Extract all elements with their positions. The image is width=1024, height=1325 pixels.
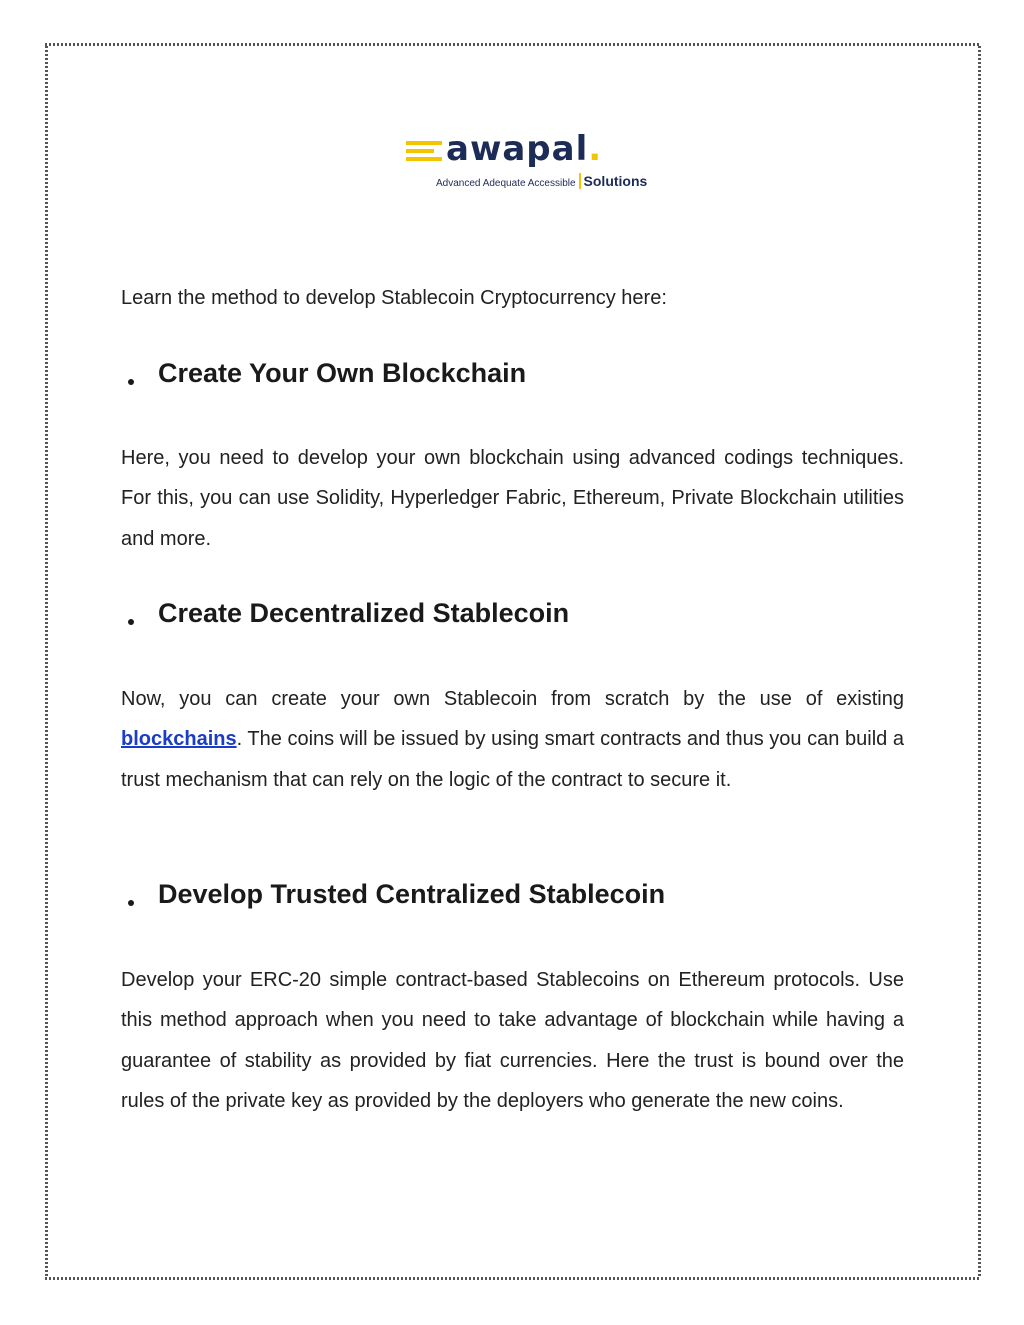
section-heading: Develop Trusted Centralized Stablecoin bbox=[158, 879, 666, 909]
paragraph-text: Now, you can create your own Stablecoin from scratch by the use of existing bbox=[121, 688, 904, 710]
section-paragraph bbox=[121, 679, 904, 800]
bullet-icon bbox=[128, 900, 134, 906]
company-logo bbox=[406, 129, 648, 193]
logo-wordmark: awapal. bbox=[446, 129, 603, 169]
section-paragraph: Develop your ERC-20 simple contract-based Stablecoins on Ethereum protocols. Use this method approach when you need to take advantage of blockchain while having a guarantee of stability as provided by fiat currencies. Here the trust is bound over the rules of the private key as provided by the deployers who generate the new coins. bbox=[121, 969, 904, 1112]
paragraph-text: . The coins will be issued by using smart contracts and thus you can build a trust mechanism that can rely on the logic of the contract to secure it. bbox=[121, 728, 904, 791]
section-heading: Create Decentralized Stablecoin bbox=[158, 598, 570, 628]
logo-tagline: Advanced Adequate Accessible Solutions bbox=[436, 173, 648, 189]
logo-stripes-icon bbox=[406, 141, 442, 165]
bullet-icon bbox=[128, 619, 134, 625]
bullet-icon bbox=[128, 379, 134, 385]
section-heading: Create Your Own Blockchain bbox=[158, 358, 527, 388]
intro-text: Learn the method to develop Stablecoin Cryptocurrency here: bbox=[121, 287, 667, 309]
logo-suffix: Solutions bbox=[579, 173, 648, 189]
section-paragraph: Here, you need to develop your own blockchain using advanced codings techniques. For this, you can use Solidity, Hyperledger Fabric, Ethereum, Private Blockchain utilities and more. bbox=[121, 447, 904, 550]
blockchains-link[interactable]: blockchains bbox=[121, 728, 237, 751]
